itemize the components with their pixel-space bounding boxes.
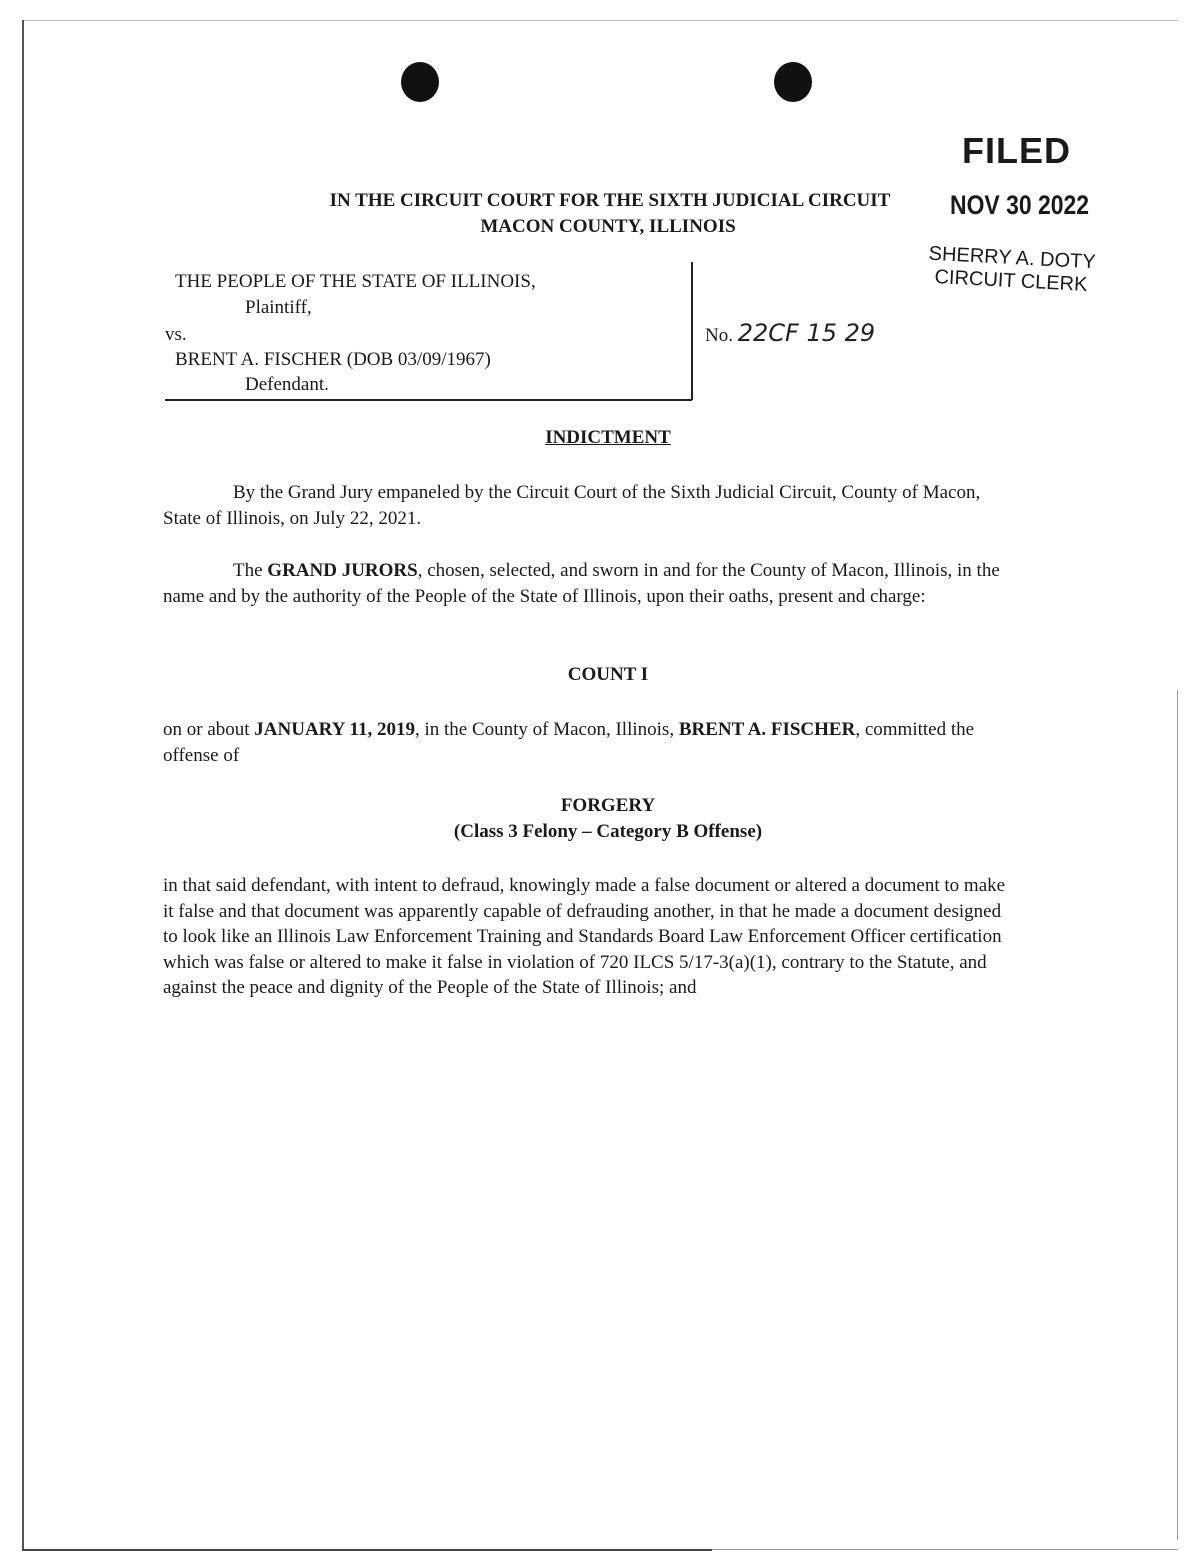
page-border-left xyxy=(22,20,24,1550)
clerk-stamp xyxy=(927,243,1096,298)
court-county: MACON COUNTY, ILLINOIS xyxy=(480,216,736,237)
document-title: INDICTMENT xyxy=(545,427,671,448)
caption-divider xyxy=(165,399,692,401)
page-border-bottom xyxy=(22,1549,712,1551)
offense-class: (Class 3 Felony – Category B Offense) xyxy=(453,821,763,842)
count-heading: COUNT I xyxy=(567,664,649,685)
offense-name: FORGERY xyxy=(560,795,656,816)
page-border-right xyxy=(1177,690,1178,1540)
caption-divider xyxy=(691,262,693,400)
grand-jurors-paragraph: The GRAND JURORS, chosen, selected, and sworn in and for the County of Macon, Illinois, in the name and by the authority of the People of the State of Illinois, upon their oaths, present and charge: xyxy=(163,560,1000,607)
filed-stamp: FILED xyxy=(962,130,1071,171)
plaintiff-label: Plaintiff, xyxy=(245,297,312,318)
plaintiff-name: THE PEOPLE OF THE STATE OF ILLINOIS, xyxy=(175,271,536,292)
clerk-title: CIRCUIT CLERK xyxy=(934,265,1088,296)
count-intro: on or about JANUARY 11, 2019, in the County of Macon, Illinois, BRENT A. FISCHER, committed the offense of xyxy=(163,719,975,766)
court-name: IN THE CIRCUIT COURT FOR THE SIXTH JUDICIAL CIRCUIT xyxy=(329,190,891,211)
case-number xyxy=(705,319,875,347)
page-border-bottom xyxy=(712,1549,1178,1550)
clerk-name: SHERRY A. DOTY xyxy=(928,242,1097,274)
filed-date-stamp: NOV 30 2022 xyxy=(950,190,1090,220)
versus: vs. xyxy=(165,324,187,345)
defendant-label: Defendant. xyxy=(245,374,329,395)
page-border-top xyxy=(22,20,1178,21)
defendant-name: BRENT A. FISCHER (DOB 03/09/1967) xyxy=(175,349,491,370)
charge-paragraph: in that said defendant, with intent to defraud, knowingly made a false document or altered a document to make it false and that document was apparently capable of defrauding another, in that he made a document designed to look like an Illinois Law Enforcement Training and Standards Board Law Enforcement Officer certification which was false or altered to make it false in violation of 720 ILCS 5/17-3(a)(1), contrary to the Statute, and against the peace and dignity of the People of the State of Illinois; and xyxy=(163,875,1006,998)
punch-hole xyxy=(774,62,812,102)
grand-jury-paragraph: By the Grand Jury empaneled by the Circuit Court of the Sixth Judicial Circuit, County of Macon, State of Illinois, on July 22, 2021. xyxy=(163,482,981,529)
punch-hole xyxy=(401,62,439,102)
case-number-value: 22CF 15 29 xyxy=(737,319,876,347)
case-number-label: No. xyxy=(705,325,733,346)
